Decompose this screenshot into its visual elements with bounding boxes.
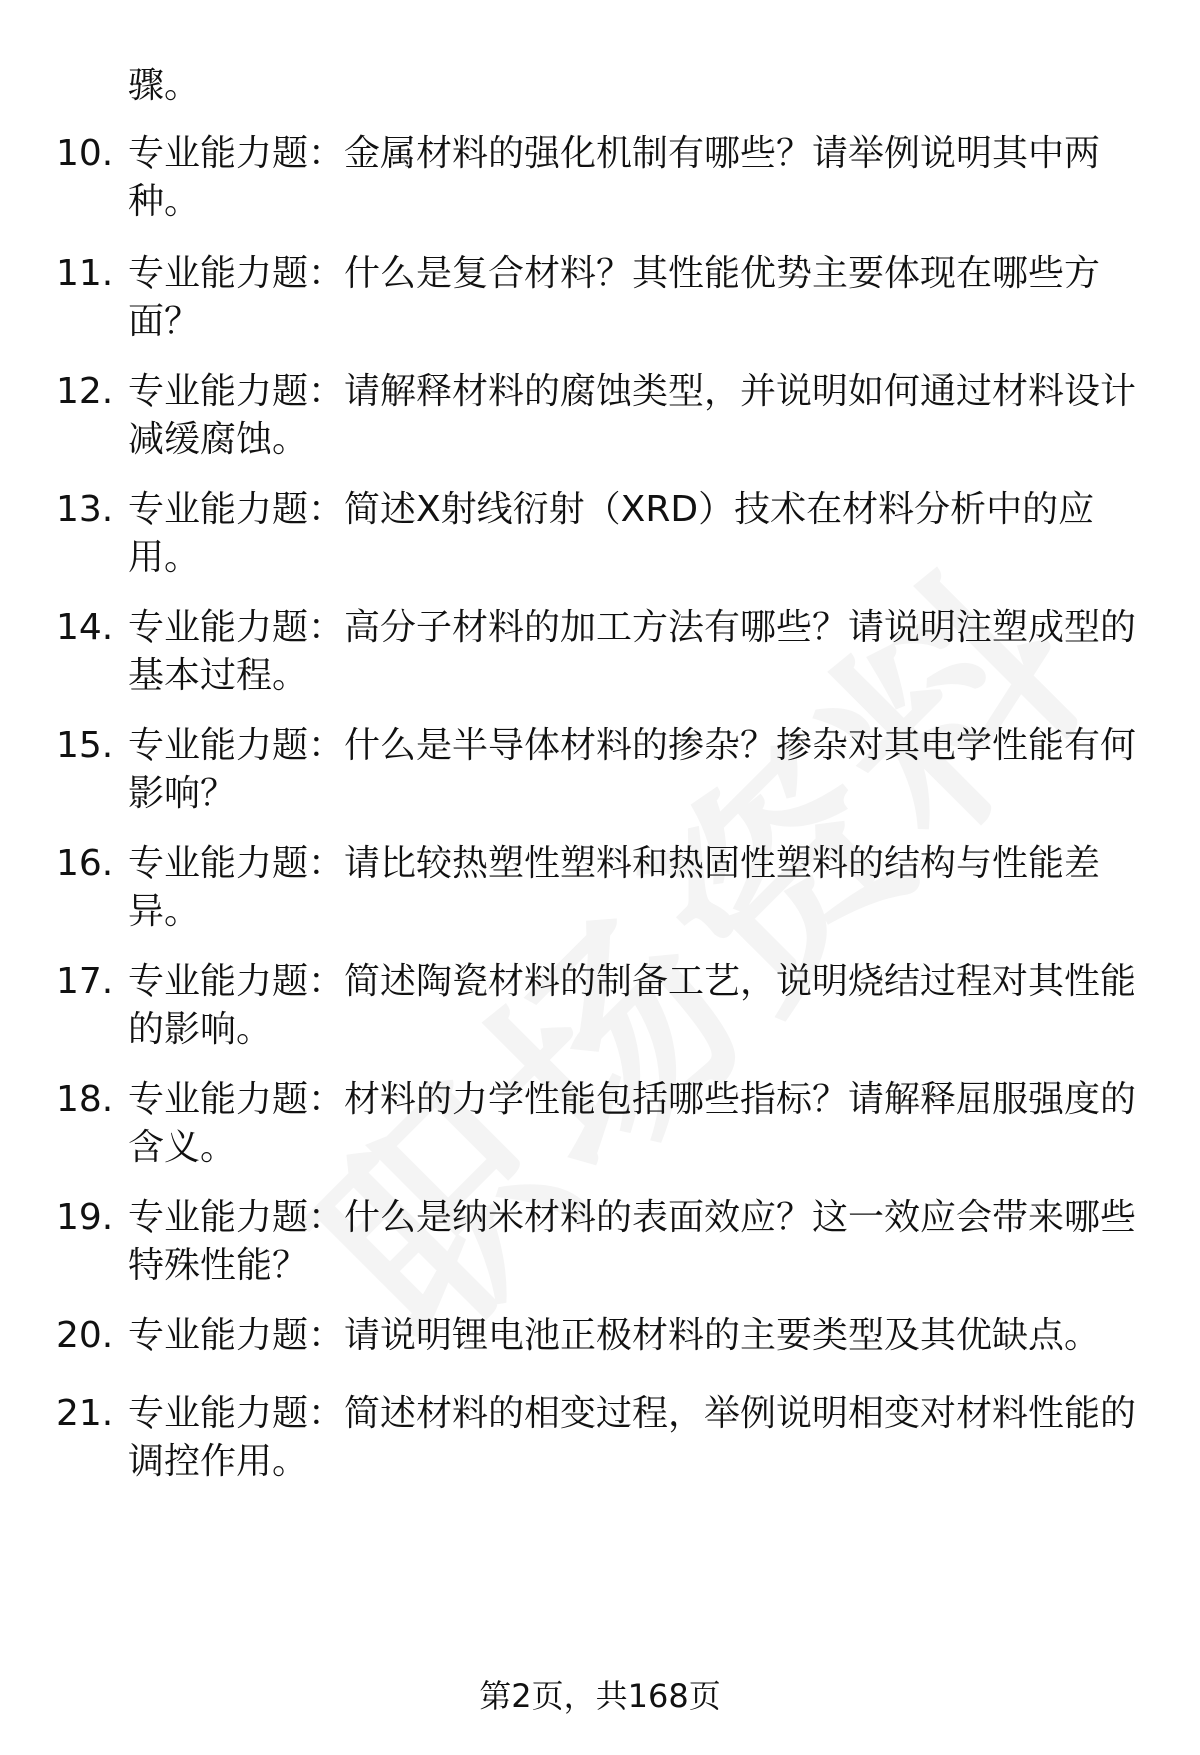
question-text [128,250,1146,346]
question-category: 专业能力题： [128,489,345,530]
question-content: 请说明锂电池正极材料的主要类型及其优缺点。 [344,1315,1101,1356]
question-number: 17. [56,961,114,1002]
continued-text: 骤。 [128,65,201,106]
question-content: 什么是纳米材料的表面效应？这一效应会带来哪些特殊性能？ [128,1197,1137,1286]
question-number: 19. [56,1197,114,1238]
question-content: 简述材料的相变过程，举例说明相变对材料性能的调控作用。 [128,1393,1137,1482]
question-text [128,368,1146,464]
question-content: 请比较热塑性塑料和热固性塑料的结构与性能差异。 [128,843,1101,932]
question-text [128,1194,1146,1290]
question-number: 16. [56,843,114,884]
question-number: 12. [56,371,114,412]
question-category: 专业能力题： [128,843,345,884]
question-number: 11. [56,253,114,294]
question-category: 专业能力题： [128,961,345,1002]
question-number: 20. [56,1315,114,1356]
question-text [128,1076,1146,1172]
question-category: 专业能力题： [128,725,345,766]
question-number: 13. [56,489,114,530]
page-footer: 第2页，共168页 [479,1677,721,1715]
question-number: 21. [56,1393,114,1434]
question-category: 专业能力题： [128,1315,345,1356]
question-text [128,130,1146,226]
question-content: 请解释材料的腐蚀类型，并说明如何通过材料设计减缓腐蚀。 [128,371,1137,460]
question-number: 15. [56,725,114,766]
question-text [128,840,1146,936]
question-number: 10. [56,133,114,174]
question-text [128,958,1146,1054]
question-category: 专业能力题： [128,133,345,174]
question-category: 专业能力题： [128,607,345,648]
question-category: 专业能力题： [128,1079,345,1120]
question-text [128,1390,1146,1486]
question-text [128,604,1146,700]
question-category: 专业能力题： [128,1393,345,1434]
question-text [128,1312,1146,1360]
question-text [128,486,1146,582]
question-number: 18. [56,1079,114,1120]
question-number: 14. [56,607,114,648]
question-content: 什么是复合材料？其性能优势主要体现在哪些方面？ [128,253,1101,342]
question-content: 材料的力学性能包括哪些指标？请解释屈服强度的含义。 [128,1079,1137,1168]
question-text [128,722,1146,818]
question-content: 简述陶瓷材料的制备工艺，说明烧结过程对其性能的影响。 [128,961,1137,1050]
question-content: 简述X射线衍射（XRD）技术在材料分析中的应用。 [128,489,1095,578]
question-content: 高分子材料的加工方法有哪些？请说明注塑成型的基本过程。 [128,607,1137,696]
question-content: 金属材料的强化机制有哪些？请举例说明其中两种。 [128,133,1101,222]
question-category: 专业能力题： [128,371,345,412]
question-content: 什么是半导体材料的掺杂？掺杂对其电学性能有何影响？ [128,725,1137,814]
question-category: 专业能力题： [128,253,345,294]
question-category: 专业能力题： [128,1197,345,1238]
